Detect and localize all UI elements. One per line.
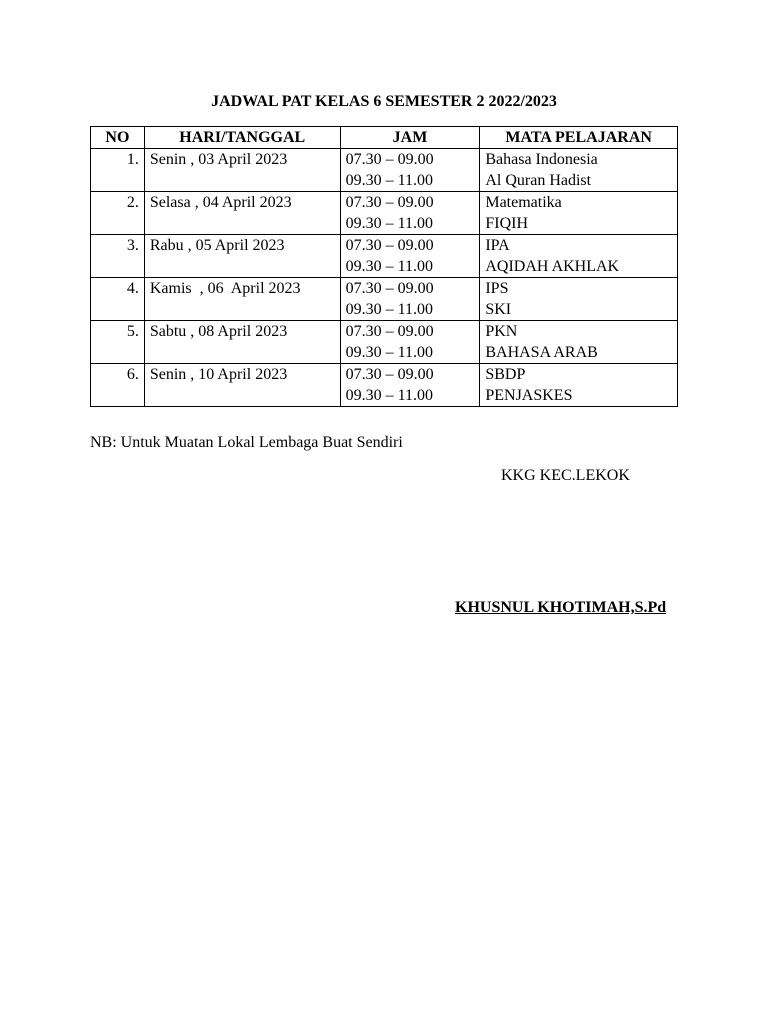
mapel-session-1: IPA xyxy=(485,237,510,254)
row-jam xyxy=(340,364,480,407)
schedule-table xyxy=(90,126,678,407)
row-no: 1. xyxy=(91,149,145,192)
row-jam xyxy=(340,149,480,192)
row-mata-pelajaran xyxy=(480,321,678,364)
jam-session-2: 09.30 – 11.00 xyxy=(345,258,434,275)
row-hari-tanggal xyxy=(144,364,340,407)
jam-session-2: 09.30 – 11.00 xyxy=(345,215,434,232)
mapel-session-1: PKN xyxy=(485,323,518,340)
row-no: 5. xyxy=(91,321,145,364)
table-row xyxy=(91,321,678,364)
mapel-session-2: AQIDAH AKHLAK xyxy=(485,258,620,275)
row-hari-tanggal xyxy=(144,278,340,321)
table-row xyxy=(91,364,678,407)
hari-text: Rabu , 05 April 2023 xyxy=(149,237,285,254)
row-hari-tanggal xyxy=(144,192,340,235)
mapel-session-2: SKI xyxy=(485,301,512,318)
row-mata-pelajaran xyxy=(480,192,678,235)
document-title: JADWAL PAT KELAS 6 SEMESTER 2 2022/2023 xyxy=(211,93,557,110)
header-no: NO xyxy=(91,127,145,149)
jam-session-1: 07.30 – 09.00 xyxy=(345,366,434,383)
document-title-wrapper xyxy=(0,92,768,112)
row-jam xyxy=(340,321,480,364)
header-mata-pelajaran: MATA PELAJARAN xyxy=(480,127,678,149)
jam-session-1: 07.30 – 09.00 xyxy=(345,237,434,254)
mapel-session-2: FIQIH xyxy=(485,215,529,232)
mapel-session-2: Al Quran Hadist xyxy=(485,172,592,189)
signer-name: KHUSNUL KHOTIMAH,S.Pd xyxy=(455,599,667,616)
table-row xyxy=(91,192,678,235)
jam-session-1: 07.30 – 09.00 xyxy=(345,323,434,340)
row-hari-tanggal xyxy=(144,321,340,364)
mapel-session-1: SBDP xyxy=(485,366,526,383)
table-header-row xyxy=(91,127,678,149)
jam-session-2: 09.30 – 11.00 xyxy=(345,301,434,318)
table-row xyxy=(91,149,678,192)
row-jam xyxy=(340,278,480,321)
mapel-session-2: PENJASKES xyxy=(485,387,573,404)
row-no: 3. xyxy=(91,235,145,278)
jam-session-2: 09.30 – 11.00 xyxy=(345,172,434,189)
hari-text: Senin , 10 April 2023 xyxy=(149,366,288,383)
mapel-session-2: BAHASA ARAB xyxy=(485,344,598,361)
row-mata-pelajaran xyxy=(480,364,678,407)
row-hari-tanggal xyxy=(144,149,340,192)
row-hari-tanggal xyxy=(144,235,340,278)
jam-session-1: 07.30 – 09.00 xyxy=(345,194,434,211)
hari-text: Sabtu , 08 April 2023 xyxy=(149,323,288,340)
table-row xyxy=(91,278,678,321)
row-no: 6. xyxy=(91,364,145,407)
row-mata-pelajaran xyxy=(480,235,678,278)
row-jam xyxy=(340,235,480,278)
jam-session-1: 07.30 – 09.00 xyxy=(345,151,434,168)
hari-text: Senin , 03 April 2023 xyxy=(149,151,288,168)
mapel-session-1: IPS xyxy=(485,280,509,297)
row-no: 2. xyxy=(91,192,145,235)
organization-name: KKG KEC.LEKOK xyxy=(501,467,630,484)
hari-text: Kamis , 06 April 2023 xyxy=(149,280,301,297)
mapel-session-1: Bahasa Indonesia xyxy=(485,151,598,168)
footnote: NB: Untuk Muatan Lokal Lembaga Buat Sendiri xyxy=(90,434,403,451)
row-mata-pelajaran xyxy=(480,278,678,321)
row-jam xyxy=(340,192,480,235)
header-hari-tanggal: HARI/TANGGAL xyxy=(144,127,340,149)
hari-text: Selasa , 04 April 2023 xyxy=(149,194,292,211)
jam-session-2: 09.30 – 11.00 xyxy=(345,344,434,361)
row-mata-pelajaran xyxy=(480,149,678,192)
jam-session-2: 09.30 – 11.00 xyxy=(345,387,434,404)
jam-session-1: 07.30 – 09.00 xyxy=(345,280,434,297)
row-no: 4. xyxy=(91,278,145,321)
table-row xyxy=(91,235,678,278)
mapel-session-1: Matematika xyxy=(485,194,562,211)
header-jam: JAM xyxy=(340,127,480,149)
